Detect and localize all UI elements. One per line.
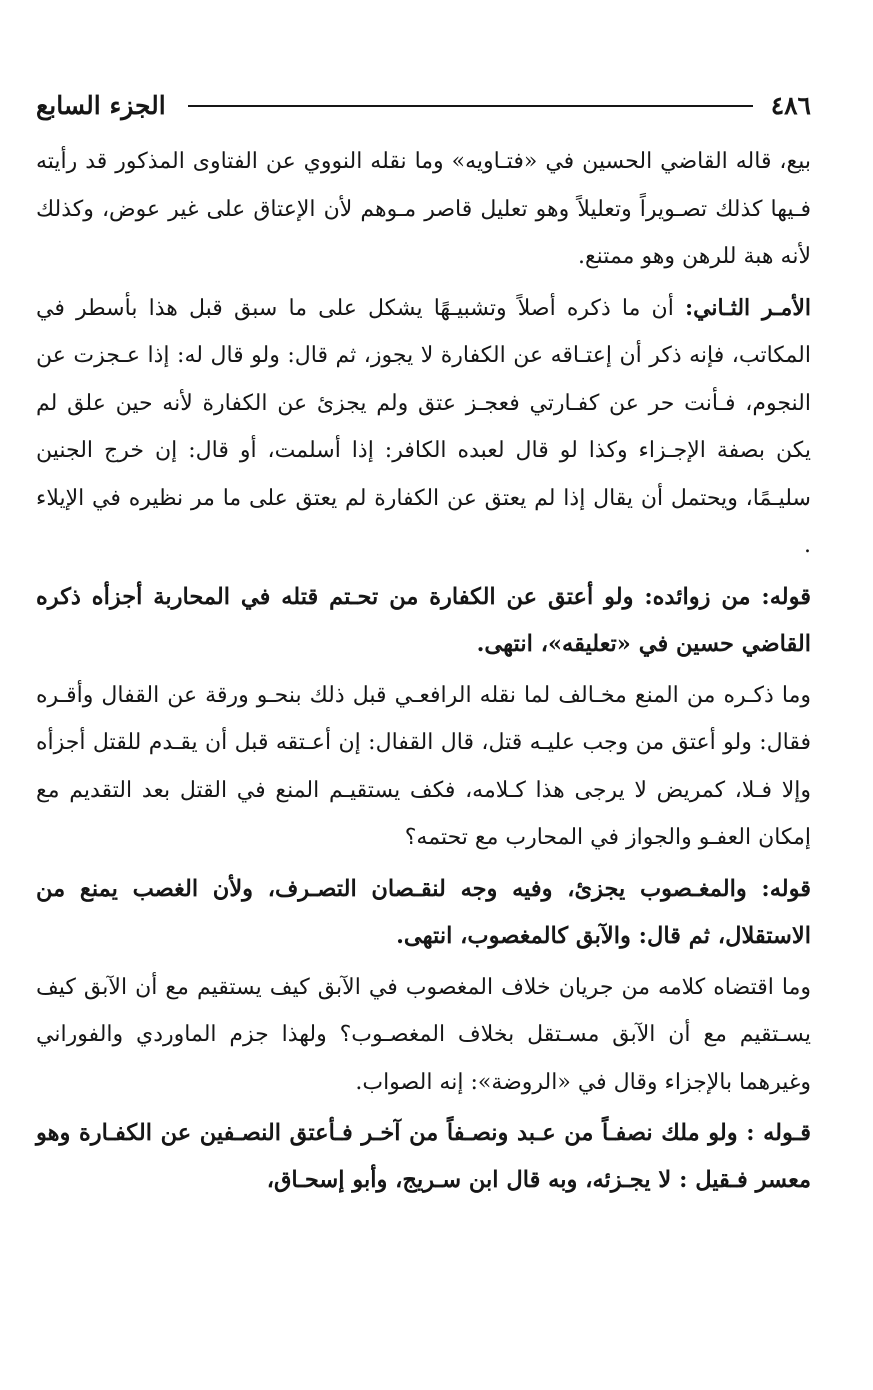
paragraph-1: بيع، قاله القاضي الحسين في «فتـاويه» وما نقله النووي عن الفتاوى المذكور قد رأيته فـيها كذلك تصـويراً وتعليلاً وهو تعليل قاصر مـوهم لأن الإعتاق على غير عوض، وكذلك لأنه هبة للرهن وهو ممتنع.	[36, 149, 811, 269]
paragraph-2-body: أن ما ذكره أصلاً وتشبيـهًا يشكل على ما سبق قبل هذا بأسطر في المكاتب، فإنه ذكر أن إعتـاقه عن الكفارة لا يجوز، ثم قال: ولو قال له: إذا عـجزت عن النجوم، فـأنت حر عن كفـارتي فعجـز عتق ولم يجزئ عن الكفارة لأنه حين علق لم يكن بصفة الإجـزاء وكذا لو قال لعبده الكافر: إذا أسلمت، أو قال: إن خرج الجنين سليـمًا، ويحتمل أن يقال إذا لم يعتق عن الكفارة لم يعتق على ما مر نظيره في الإيلاء .	[36, 295, 811, 558]
running-header	[36, 82, 811, 128]
header-rule	[188, 105, 753, 107]
quoted-statement-2: قوله: والمغـصوب يجزئ، وفيه وجه لنقـصان التصـرف، ولأن الغصب يمنع من الاستقلال، ثم قال: والآبق كالمغصوب، انتهى.	[36, 875, 811, 949]
quoted-statement-1: قوله: من زوائده: ولو أعتق عن الكفارة من تحـتم قتله في المحاربة أجزأه ذكره القاضي حسين في «تعليقه»، انتهى.	[36, 583, 811, 657]
paragraph-2-lead: الأمـر الثـاني:	[684, 294, 811, 321]
paragraph-2	[36, 285, 811, 570]
paragraph-6: وما اقتضاه كلامه من جريان خلاف المغصوب في الآبق كيف يستقيم مع أن الآبق كيف يسـتقيم مع أن الآبق مسـتقل بخلاف المغصـوب؟ ولهذا جزم الماوردي والفوراني وغيرهما بالإجزاء وقال في «الروضة»: إنه الصواب.	[36, 974, 811, 1095]
paragraph-4: وما ذكـره من المنع مخـالف لما نقله الرافعـي قبل ذلك بنحـو ورقة عن القفال وأقـره فقال: ولو أعتق من وجب عليـه قتل، قال القفال: إن أعـتقه قبل أن يقـدم للقتل أجزأه وإلا فـلا، كمريض لا يرجى هذا كـلامه، فكف يستقيـم المنع في القتل بعد التقديم مع إمكان العفـو والجواز في المحارب مع تحتمه؟	[36, 682, 811, 850]
page-number: ٤٨٦	[770, 90, 811, 120]
running-title: الجزء السابع	[36, 90, 166, 120]
quoted-statement-3: قـوله : ولو ملك نصفـاً من عـبد ونصـفاً من آخـر فـأعتق النصـفين عن الكفـارة وهو معسر فـقيل : لا يجـزئه، وبه قال ابن سـريج، وأبو إسحـاق،	[36, 1120, 811, 1193]
